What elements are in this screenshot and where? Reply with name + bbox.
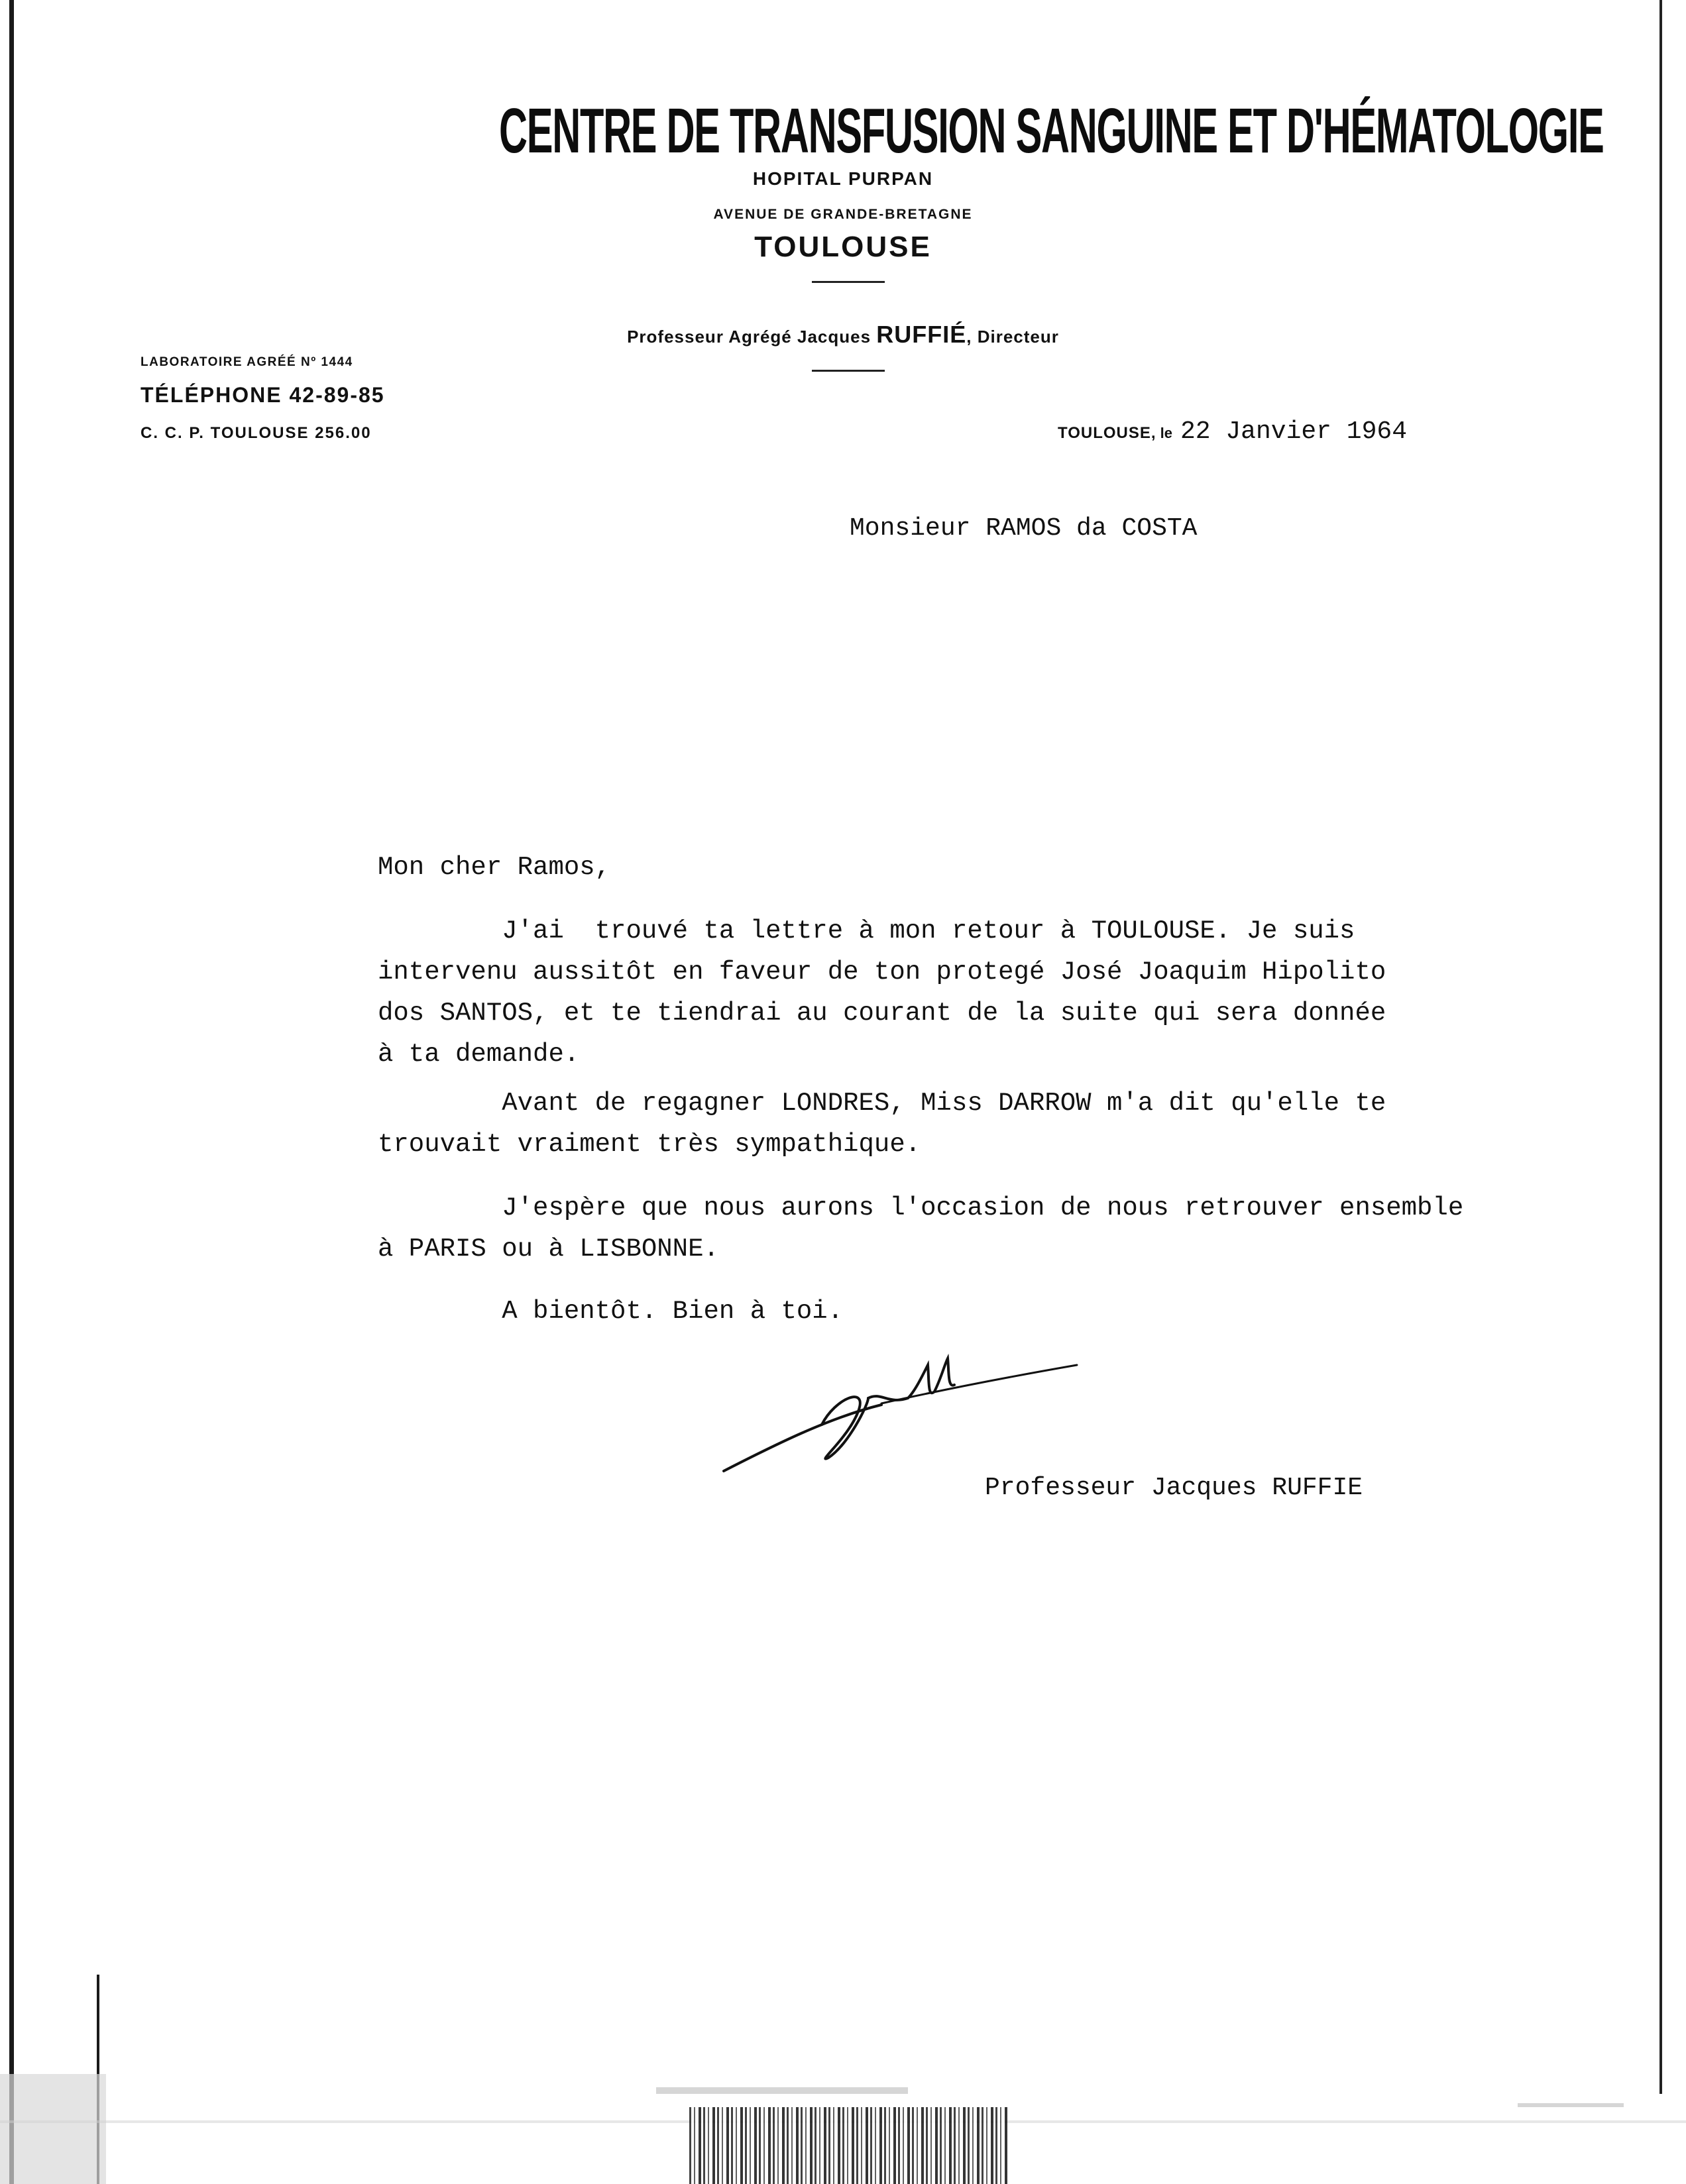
date-le: le [1160,425,1172,441]
body-paragraph: Avant de regagner LONDRES, Miss DARROW m'a dit qu'elle te trouvait vraiment très sympathique. [378,1089,1386,1159]
letterhead-director [0,321,1686,349]
letterhead-city: TOULOUSE [754,231,932,263]
director-name: RUFFIÉ [876,321,967,348]
director-prefix: Professeur Agrégé Jacques [627,327,877,347]
closing: A bientôt. Bien à toi. [378,1297,844,1326]
letterhead-ccp: C. C. P. TOULOUSE 256.00 [140,424,372,442]
letterhead-hospital: HOPITAL PURPAN [752,168,934,189]
letterhead-divider [812,370,885,372]
body-paragraph: J'espère que nous aurons l'occasion de nous retrouver ensemble à PARIS ou à LISBONNE. [378,1193,1464,1264]
date-value: 22 Janvier 1964 [1180,417,1407,446]
director-suffix: , Directeur [966,327,1059,347]
recipient: Monsieur RAMOS da COSTA [850,514,1198,543]
salutation: Mon cher Ramos, [378,853,611,882]
letterhead-lab-number: LABORATOIRE AGRÉÉ Nº 1444 [140,355,353,369]
letterhead-telephone: TÉLÉPHONE 42-89-85 [140,383,385,407]
handwritten-signature [716,1352,1087,1478]
scan-edge-right [1659,0,1662,2094]
date-place: TOULOUSE, [1058,424,1156,442]
letterhead-address: AVENUE DE GRANDE-BRETAGNE [713,207,973,222]
signer-name: Professeur Jacques RUFFIE [985,1474,1363,1502]
letterhead-divider [812,281,885,283]
body-paragraph: J'ai trouvé ta lettre à mon retour à TOULOUSE. Je suis intervenu aussitôt en faveur de ton protegé José Joaquim Hipolito dos SANTOS, et te tiendrai au courant de la suite qui sera donnée à ta demande. [378,916,1386,1069]
letter-date [1058,417,1407,446]
scan-barcode-artifact [689,2107,1007,2184]
letterhead-title: CENTRE DE TRANSFUSION SANGUINE ET D'HÉMATOLOGIE [499,95,1604,166]
